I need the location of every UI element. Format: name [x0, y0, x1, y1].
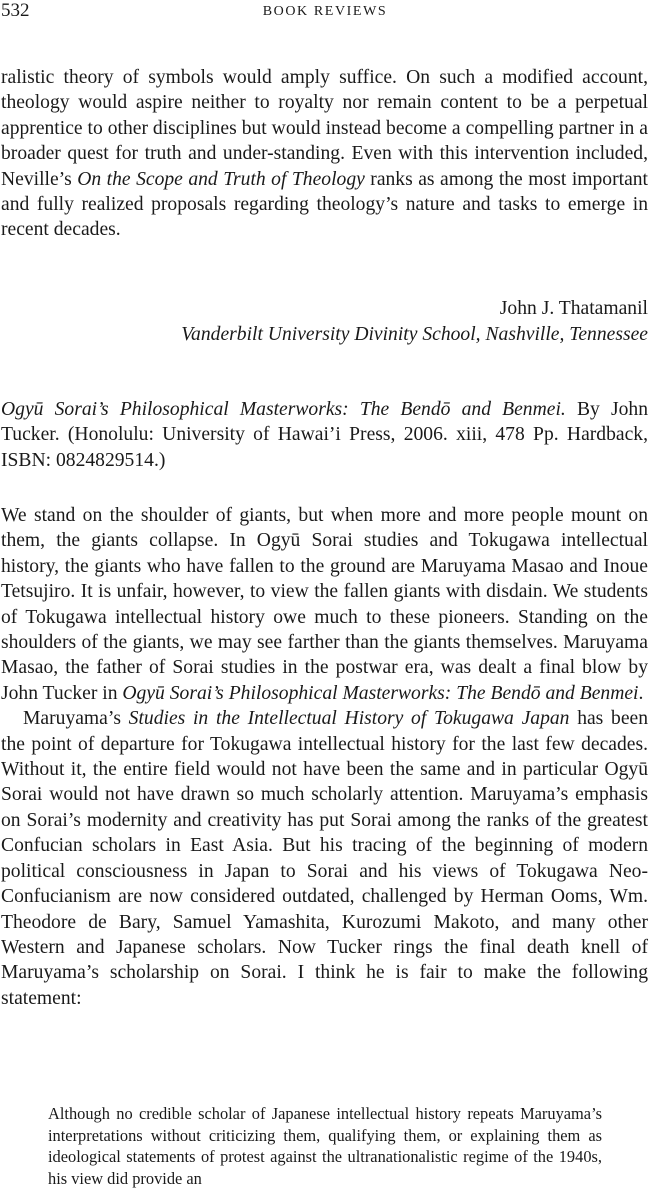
- closing-paragraph-text-end: ranks as among the most important and fully realized proposals regarding theology’s nature and tasks to emerge in recent decades.: [1, 168, 649, 241]
- paragraph-1-text: We stand on the shoulder of giants, but when more and more people mount on them, the giants collapse. In Ogyū Sorai studies and Tokugawa intellectual history, the giants who have fallen to the ground are Maruyama Masao and Inoue Tetsujiro. It is unfair, however, to view the fallen giants with disdain. We students of Tokugawa intellectual history owe much to these pioneers. Standing on the shoulders of the giants, we may see farther than the giants themselves. Maruyama Masao, the father of Sorai studies in the postwar era, was dealt a final blow by John Tucker in: [1, 505, 648, 704]
- block-quote: Although no credible scholar of Japanese intellectual history repeats Maruyama’s interpretations without criticizing them, qualifying them, or explaining them as ideological statements of protest against the ultranationalistic regime of the 1940s, his view did provide an: [48, 1104, 602, 1188]
- review-paragraph-2: [1, 706, 648, 1011]
- previous-review-ending: [1, 65, 648, 243]
- citation-paragraph: [1, 397, 648, 473]
- closing-paragraph: [1, 65, 648, 243]
- reviewer-affiliation: Vanderbilt University Divinity School, Nashville, Tennessee: [181, 324, 648, 345]
- book-citation: [1, 397, 648, 473]
- reviewer-name: John J. Thatamanil: [499, 298, 648, 319]
- publication-details: By John Tucker. (Honolulu: University of Hawai’i Press, 2006. xiii, 478 Pp. Hardback, ISBN: 0824829514.): [1, 399, 648, 471]
- reviewer-signature: [1, 296, 648, 348]
- page-number: 532: [1, 0, 30, 21]
- paragraph-2-book-title: Studies in the Intellectual History of Tokugawa Japan: [128, 708, 570, 730]
- paragraph-2-text: has been the point of departure for Tokugawa intellectual history for the last few decades. Without it, the entire field would not have been the same and in particular Ogyū Sorai would not have drawn so much scholarly attention. Maruyama’s emphasis on Sorai’s modernity and creativity has put Sorai among the ranks of the greatest Confucian scholars in East Asia. But his tracing of the beginning of modern political consciousness in Japan to Sorai and his views of Tokugawa Neo-Confucianism are now considered outdated, challenged by Herman Ooms, Wm. Theodore de Bary, Samuel Yamashita, Kurozumi Makoto, and many other Western and Japanese scholars. Now Tucker rings the final death knell of Maruyama’s scholarship on Sorai. I think he is fair to make the following statement:: [1, 708, 649, 1009]
- review-paragraph-1: [1, 503, 648, 706]
- reviewed-book-title: Ogyū Sorai’s Philosophical Masterworks: The Bendō and Benmei.: [1, 399, 566, 420]
- paragraph-1-end: .: [638, 682, 644, 704]
- section-title: BOOK REVIEWS: [262, 4, 388, 19]
- closing-paragraph-book-title: On the Scope and Truth of Theology: [77, 168, 365, 190]
- paragraph-2-start: Maruyama’s: [23, 708, 129, 730]
- review-body: [1, 503, 648, 1011]
- closing-paragraph-text: ralistic theory of symbols would amply suffice. On such a modified account, theology would aspire neither to royalty nor remain content to be a perpetual apprentice to other disciplines but would instead become a compelling partner in a broader quest for truth and under-standing. Even with this intervention included, Neville’s: [1, 67, 648, 190]
- paragraph-1-book-title: Ogyū Sorai’s Philosophical Masterworks: The Bendō and Benmei: [122, 682, 639, 704]
- running-header: [0, 0, 650, 24]
